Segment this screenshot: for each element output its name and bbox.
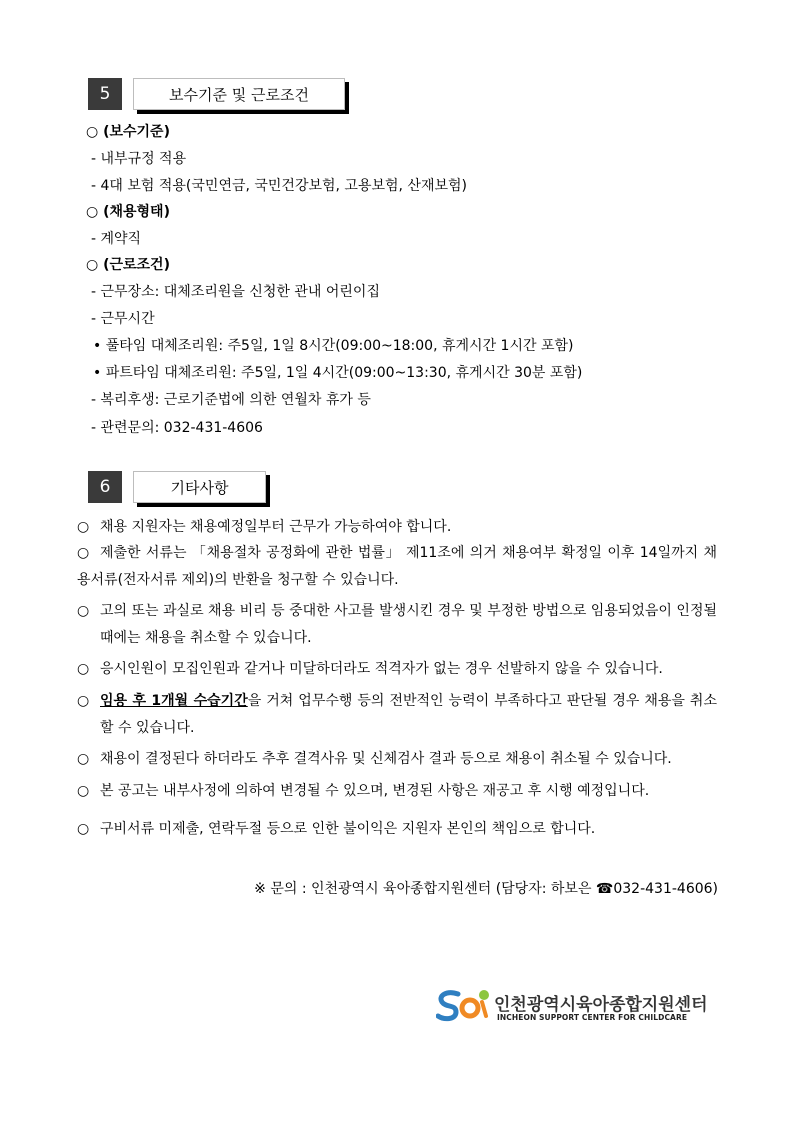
list-item: ○ 채용 지원자는 채용예정일부터 근무가 가능하여야 합니다.: [77, 514, 717, 541]
bullet-marker: ○: [77, 751, 90, 767]
cond-item-1: - 근무장소: 대체조리원을 신청한 관내 어린이집: [91, 284, 380, 300]
section-title-6: 기타사항: [133, 471, 266, 503]
bullet-marker: ○: [77, 693, 90, 709]
cond-item-3: • 풀타임 대체조리원: 주5일, 1일 8시간(09:00~18:00, 휴게시간 1시간 포함): [93, 338, 574, 354]
logo-english-name: INCHEON SUPPORT CENTER FOR CHILDCARE: [497, 1013, 688, 1022]
contact-info: ※ 문의 : 인천광역시 육아종합지원센터 (담당자: 하보은 ☎032-431-4606): [254, 881, 718, 897]
logo-name: 인천광역시육아종합지원센터: [494, 995, 708, 1015]
pay-item-2: - 4대 보험 적용(국민연금, 국민건강보험, 고용보험, 산재보험): [91, 178, 467, 194]
list-item: ○ 본 공고는 내부사정에 의하여 변경될 수 있으며, 변경된 사항은 재공고 후 시행 예정입니다.: [77, 778, 717, 805]
pay-heading: ○ (보수기준): [86, 124, 170, 140]
list-item: ○ 채용이 결정된다 하더라도 추후 결격사유 및 신체검사 결과 등으로 채용이 취소될 수 있습니다.: [77, 746, 717, 773]
cond-item-2: - 근무시간: [91, 311, 155, 327]
probation-emphasis: 임용 후 1개월 수습기간: [100, 693, 248, 709]
pay-item-1: - 내부규정 적용: [91, 151, 187, 167]
list-item: ○ 응시인원이 모집인원과 같거나 미달하더라도 적격자가 없는 경우 선발하지 않을 수 있습니다.: [77, 656, 717, 683]
cond-item-4: • 파트타임 대체조리원: 주5일, 1일 4시간(09:00~13:30, 휴게시간 30분 포함): [93, 365, 583, 381]
list-item: ○ 제출한 서류는 「채용절차 공정화에 관한 법률」 제11조에 의거 채용여부 확정일 이후 14일까지 채용서류(전자서류 제외)의 반환을 청구할 수 있습니다.: [77, 540, 717, 594]
list-item: ○ 임용 후 1개월 수습기간을 거쳐 업무수행 등의 전반적인 능력이 부족하다고 판단될 경우 채용을 취소할 수 있습니다.: [77, 688, 717, 742]
bullet-marker: ○: [77, 519, 90, 535]
section-number-6: 6: [88, 471, 122, 503]
section-number-5: 5: [88, 78, 122, 110]
section-title-5: 보수기준 및 근로조건: [133, 78, 345, 110]
bullet-marker: ○: [77, 661, 90, 677]
type-item-1: - 계약직: [91, 231, 142, 247]
bullet-marker: ○: [77, 783, 90, 799]
bullet-marker: ○: [77, 545, 90, 561]
list-item: ○ 고의 또는 과실로 채용 비리 등 중대한 사고를 발생시킨 경우 및 부정한 방법으로 임용되었음이 인정될 때에는 채용을 취소할 수 있습니다.: [77, 598, 717, 652]
type-heading: ○ (채용형태): [86, 204, 170, 220]
bullet-marker: ○: [77, 821, 90, 837]
cond-heading: ○ (근로조건): [86, 257, 170, 273]
list-item: ○ 구비서류 미제출, 연락두절 등으로 인한 불이익은 지원자 본인의 책임으로 합니다.: [77, 816, 717, 843]
bullet-marker: ○: [77, 603, 90, 619]
center-logo-icon: [436, 986, 494, 1024]
cond-item-6: - 관련문의: 032-431-4606: [91, 420, 263, 436]
cond-item-5: - 복리후생: 근로기준법에 의한 연월차 휴가 등: [91, 392, 371, 408]
